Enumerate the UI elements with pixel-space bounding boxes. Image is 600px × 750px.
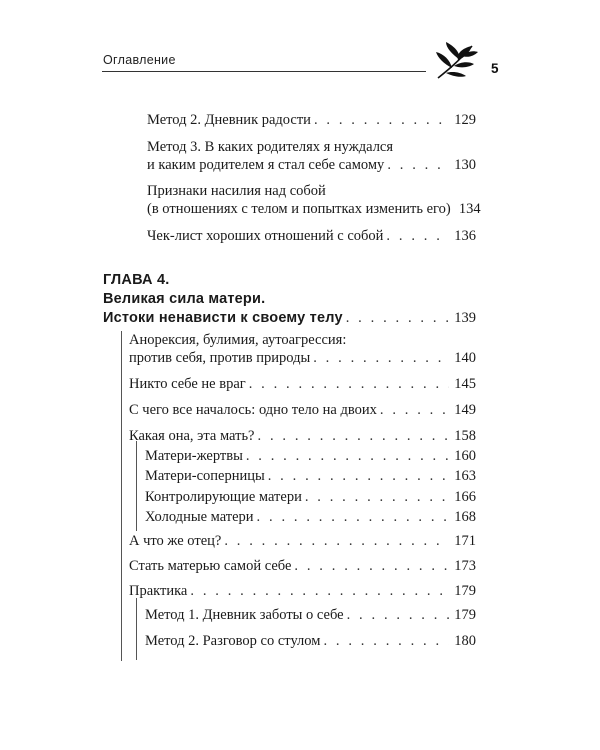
toc-entry [129,582,476,600]
toc-entry-page: 130 [454,157,476,173]
leader-dots [294,557,449,575]
toc-entry-page: 179 [454,583,476,599]
toc-entry-page: 158 [454,428,476,444]
leader-dots [380,401,449,419]
toc-entry-page: 163 [454,468,476,484]
toc-entry-title: Контролирующие матери [145,489,302,505]
toc-subentry [145,447,476,465]
toc-entry-page: 145 [454,376,476,392]
toc-subentry [145,467,476,485]
toc-entry-page: 168 [454,509,476,525]
toc-entry [129,349,476,367]
toc-subentry [145,508,476,526]
toc-entry-title: Метод 2. Дневник радости [147,112,311,128]
toc-entry-page: 136 [454,228,476,244]
toc-entry-page: 160 [454,448,476,464]
toc-subentry [145,632,476,650]
toc-entry [147,200,481,218]
toc-entry-title: (в отношениях с телом и попытках изменить его) [147,201,451,217]
toc-entry-page: 180 [454,633,476,649]
leader-dots [313,349,449,367]
leader-dots [305,488,449,506]
toc-entry-page: 129 [454,112,476,128]
toc-entry [129,401,476,419]
toc-entry-title: Матери-соперницы [145,468,265,484]
chapter-label: ГЛАВА 4. [103,272,170,288]
leader-dots [346,309,449,327]
subsection-guide-line [136,598,137,660]
toc-entry-title: А что же отец? [129,533,222,549]
leader-dots [258,427,450,445]
toc-entry-title: Никто себе не враг [129,376,246,392]
toc-entry [147,227,476,245]
toc-entry-title: Чек-лист хороших отношений с собой [147,228,384,244]
toc-entry-page: 171 [454,533,476,549]
section-guide-line [121,331,122,661]
toc-entry-title: против себя, против природы [129,350,311,366]
toc-entry-title: Какая она, эта мать? [129,428,255,444]
leader-dots [224,532,449,550]
toc-entry-page: 166 [454,489,476,505]
toc-subentry [145,606,476,624]
leader-dots [386,227,449,245]
chapter-entry [103,309,476,327]
page-number: 5 [491,61,499,76]
chapter-title-line2: Истоки ненависти к своему телу [103,310,343,326]
toc-entry-title: Матери-жертвы [145,448,243,464]
toc-subentry [145,488,476,506]
leader-dots [314,111,449,129]
toc-entry [129,557,476,575]
toc-entry-page: 140 [454,350,476,366]
header-rule [102,71,426,72]
leader-dots [387,156,449,174]
toc-entry-page: 173 [454,558,476,574]
toc-entry-title: С чего все началось: одно тело на двоих [129,402,377,418]
toc-entry-title: Стать матерью самой себе [129,558,292,574]
toc-entry-title: Метод 1. Дневник заботы о себе [145,607,344,623]
toc-entry-title: Холодные матери [145,509,254,525]
toc-entry-title: Практика [129,583,188,599]
toc-entry [129,375,476,393]
toc-entry-line1: Метод 3. В каких родителях я нуждался [147,139,394,155]
toc-entry-title: и каким родителем я стал себе самому [147,157,385,173]
subsection-guide-line [136,441,137,531]
leader-dots [257,508,449,526]
toc-entry [129,427,476,445]
toc-entry-page: 179 [454,607,476,623]
toc-entry [147,111,476,129]
running-header-label: Оглавление [103,53,176,67]
toc-entry-page: 149 [454,402,476,418]
toc-entry [129,532,476,550]
toc-entry-line1: Признаки насилия над собой [147,183,326,199]
leader-dots [347,606,449,624]
leaf-sprig-icon [432,40,480,82]
leader-dots [246,447,449,465]
toc-entry-line1: Анорексия, булимия, аутоагрессия: [129,332,347,348]
toc-entry [147,156,476,174]
toc-entry-page: 134 [458,201,481,217]
chapter-page: 139 [454,310,476,326]
leader-dots [323,632,449,650]
leader-dots [268,467,449,485]
chapter-title-line1: Великая сила матери. [103,291,266,307]
leader-dots [249,375,449,393]
leader-dots [190,582,449,600]
toc-entry-title: Метод 2. Разговор со стулом [145,633,321,649]
